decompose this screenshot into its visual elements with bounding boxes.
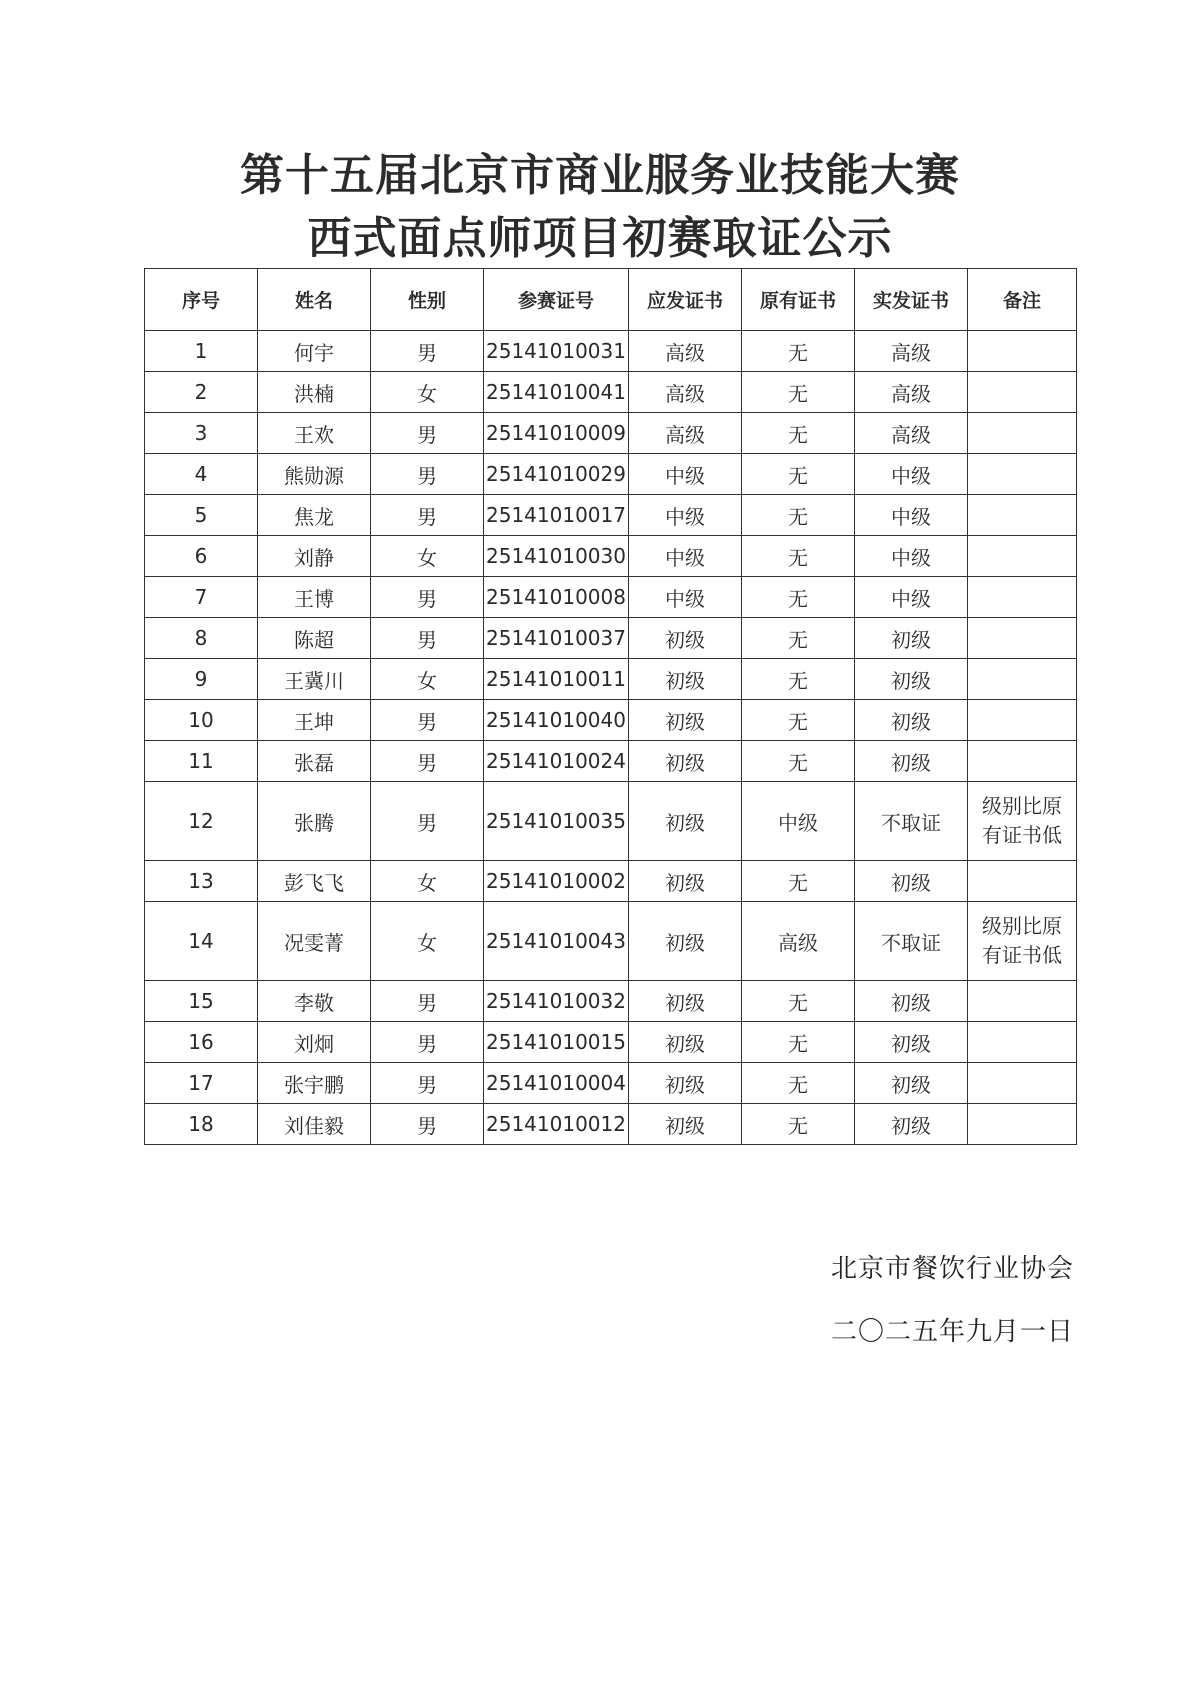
cell-note xyxy=(968,495,1077,536)
header-issued-cert: 实发证书 xyxy=(855,269,968,331)
cell-note: 级别比原 有证书低 xyxy=(968,902,1077,981)
cell-id: 25141010037 xyxy=(484,618,629,659)
header-note: 备注 xyxy=(968,269,1077,331)
cell-note xyxy=(968,372,1077,413)
cell-issued-cert: 中级 xyxy=(855,536,968,577)
cell-no: 11 xyxy=(145,741,258,782)
cell-note xyxy=(968,741,1077,782)
cell-no: 12 xyxy=(145,782,258,861)
table-row xyxy=(145,861,1077,902)
table-row xyxy=(145,454,1077,495)
cell-due-cert: 中级 xyxy=(629,454,742,495)
cell-issued-cert: 初级 xyxy=(855,861,968,902)
cell-gender: 男 xyxy=(371,981,484,1022)
cell-existing-cert: 无 xyxy=(742,659,855,700)
cell-no: 18 xyxy=(145,1104,258,1145)
cell-due-cert: 高级 xyxy=(629,372,742,413)
cell-id: 25141010024 xyxy=(484,741,629,782)
cell-existing-cert: 无 xyxy=(742,1022,855,1063)
cell-name: 刘静 xyxy=(258,536,371,577)
table-row xyxy=(145,577,1077,618)
cell-note xyxy=(968,861,1077,902)
cell-gender: 女 xyxy=(371,902,484,981)
cell-existing-cert: 无 xyxy=(742,577,855,618)
cell-note xyxy=(968,331,1077,372)
cell-note xyxy=(968,659,1077,700)
cell-due-cert: 初级 xyxy=(629,981,742,1022)
cell-no: 15 xyxy=(145,981,258,1022)
cell-issued-cert: 中级 xyxy=(855,495,968,536)
cell-due-cert: 初级 xyxy=(629,1104,742,1145)
cell-no: 14 xyxy=(145,902,258,981)
cell-issued-cert: 初级 xyxy=(855,1104,968,1145)
cell-gender: 女 xyxy=(371,659,484,700)
cell-name: 彭飞飞 xyxy=(258,861,371,902)
cell-name: 洪楠 xyxy=(258,372,371,413)
cell-no: 1 xyxy=(145,331,258,372)
cell-issued-cert: 初级 xyxy=(855,659,968,700)
cell-issued-cert: 初级 xyxy=(855,700,968,741)
table-row xyxy=(145,659,1077,700)
table-row xyxy=(145,782,1077,861)
cell-existing-cert: 无 xyxy=(742,413,855,454)
cell-id: 25141010040 xyxy=(484,700,629,741)
cell-note xyxy=(968,1063,1077,1104)
header-due-cert: 应发证书 xyxy=(629,269,742,331)
cell-no: 9 xyxy=(145,659,258,700)
cell-id: 25141010017 xyxy=(484,495,629,536)
cell-issued-cert: 高级 xyxy=(855,331,968,372)
cell-id: 25141010002 xyxy=(484,861,629,902)
header-no: 序号 xyxy=(145,269,258,331)
table-row xyxy=(145,1104,1077,1145)
cell-id: 25141010009 xyxy=(484,413,629,454)
cell-existing-cert: 无 xyxy=(742,981,855,1022)
cell-existing-cert: 无 xyxy=(742,700,855,741)
cell-name: 王坤 xyxy=(258,700,371,741)
cell-gender: 男 xyxy=(371,618,484,659)
cell-due-cert: 中级 xyxy=(629,536,742,577)
table-row xyxy=(145,495,1077,536)
cell-gender: 男 xyxy=(371,577,484,618)
cell-existing-cert: 无 xyxy=(742,454,855,495)
cell-no: 16 xyxy=(145,1022,258,1063)
cell-existing-cert: 无 xyxy=(742,495,855,536)
cell-name: 何宇 xyxy=(258,331,371,372)
cell-id: 25141010030 xyxy=(484,536,629,577)
cell-gender: 男 xyxy=(371,413,484,454)
cell-issued-cert: 初级 xyxy=(855,741,968,782)
cell-due-cert: 初级 xyxy=(629,1063,742,1104)
cell-issued-cert: 中级 xyxy=(855,454,968,495)
cell-name: 陈超 xyxy=(258,618,371,659)
table-row xyxy=(145,536,1077,577)
cell-gender: 男 xyxy=(371,700,484,741)
cell-due-cert: 高级 xyxy=(629,413,742,454)
cell-gender: 男 xyxy=(371,331,484,372)
cell-gender: 男 xyxy=(371,782,484,861)
table-row xyxy=(145,981,1077,1022)
table-header-row xyxy=(145,269,1077,331)
results-table xyxy=(144,268,1077,1145)
cell-due-cert: 高级 xyxy=(629,331,742,372)
cell-no: 5 xyxy=(145,495,258,536)
cell-name: 张腾 xyxy=(258,782,371,861)
cell-gender: 男 xyxy=(371,1063,484,1104)
cell-existing-cert: 无 xyxy=(742,618,855,659)
page-title: 第十五届北京市商业服务业技能大赛 xyxy=(240,150,960,201)
cell-issued-cert: 初级 xyxy=(855,981,968,1022)
cell-id: 25141010012 xyxy=(484,1104,629,1145)
cell-issued-cert: 中级 xyxy=(855,577,968,618)
cell-due-cert: 初级 xyxy=(629,618,742,659)
cell-gender: 男 xyxy=(371,454,484,495)
cell-id: 25141010043 xyxy=(484,902,629,981)
table-row xyxy=(145,618,1077,659)
cell-no: 6 xyxy=(145,536,258,577)
cell-id: 25141010035 xyxy=(484,782,629,861)
table-row xyxy=(145,700,1077,741)
cell-issued-cert: 高级 xyxy=(855,413,968,454)
cell-issued-cert: 初级 xyxy=(855,1063,968,1104)
header-existing-cert: 原有证书 xyxy=(742,269,855,331)
cell-no: 3 xyxy=(145,413,258,454)
cell-note xyxy=(968,700,1077,741)
cell-due-cert: 初级 xyxy=(629,782,742,861)
table-row xyxy=(145,902,1077,981)
cell-note xyxy=(968,454,1077,495)
cell-id: 25141010004 xyxy=(484,1063,629,1104)
cell-existing-cert: 中级 xyxy=(742,782,855,861)
cell-due-cert: 中级 xyxy=(629,495,742,536)
cell-id: 25141010031 xyxy=(484,331,629,372)
cell-name: 熊勋源 xyxy=(258,454,371,495)
table-row xyxy=(145,741,1077,782)
cell-id: 25141010041 xyxy=(484,372,629,413)
table-row xyxy=(145,1022,1077,1063)
cell-no: 8 xyxy=(145,618,258,659)
table-row xyxy=(145,413,1077,454)
cell-issued-cert: 高级 xyxy=(855,372,968,413)
cell-note xyxy=(968,1022,1077,1063)
cell-name: 张宇鹏 xyxy=(258,1063,371,1104)
cell-no: 2 xyxy=(145,372,258,413)
cell-due-cert: 初级 xyxy=(629,659,742,700)
cell-note xyxy=(968,413,1077,454)
cell-existing-cert: 无 xyxy=(742,1063,855,1104)
cell-name: 刘佳毅 xyxy=(258,1104,371,1145)
cell-no: 4 xyxy=(145,454,258,495)
cell-issued-cert: 不取证 xyxy=(855,902,968,981)
cell-existing-cert: 无 xyxy=(742,861,855,902)
table-row xyxy=(145,1063,1077,1104)
cell-gender: 女 xyxy=(371,372,484,413)
cell-note xyxy=(968,536,1077,577)
cell-gender: 男 xyxy=(371,1022,484,1063)
cell-gender: 男 xyxy=(371,495,484,536)
page-subtitle: 西式面点师项目初赛取证公示 xyxy=(307,213,893,264)
cell-name: 况雯菁 xyxy=(258,902,371,981)
cell-issued-cert: 初级 xyxy=(855,618,968,659)
cell-due-cert: 初级 xyxy=(629,1022,742,1063)
cell-name: 李敬 xyxy=(258,981,371,1022)
issue-date: 二〇二五年九月一日 xyxy=(830,1317,1074,1347)
cell-issued-cert: 不取证 xyxy=(855,782,968,861)
cell-name: 焦龙 xyxy=(258,495,371,536)
cell-note xyxy=(968,577,1077,618)
cell-existing-cert: 无 xyxy=(742,536,855,577)
cell-existing-cert: 无 xyxy=(742,741,855,782)
cell-no: 13 xyxy=(145,861,258,902)
cell-existing-cert: 无 xyxy=(742,331,855,372)
cell-due-cert: 中级 xyxy=(629,577,742,618)
cell-id: 25141010029 xyxy=(484,454,629,495)
cell-id: 25141010011 xyxy=(484,659,629,700)
header-name: 姓名 xyxy=(258,269,371,331)
cell-gender: 女 xyxy=(371,536,484,577)
cell-issued-cert: 初级 xyxy=(855,1022,968,1063)
cell-id: 25141010008 xyxy=(484,577,629,618)
cell-due-cert: 初级 xyxy=(629,700,742,741)
header-id: 参赛证号 xyxy=(484,269,629,331)
cell-gender: 女 xyxy=(371,861,484,902)
cell-id: 25141010032 xyxy=(484,981,629,1022)
cell-name: 刘炯 xyxy=(258,1022,371,1063)
cell-name: 王博 xyxy=(258,577,371,618)
table-row xyxy=(145,331,1077,372)
cell-note xyxy=(968,618,1077,659)
cell-name: 王冀川 xyxy=(258,659,371,700)
table-row xyxy=(145,372,1077,413)
cell-gender: 男 xyxy=(371,1104,484,1145)
cell-no: 7 xyxy=(145,577,258,618)
cell-due-cert: 初级 xyxy=(629,741,742,782)
cell-existing-cert: 无 xyxy=(742,372,855,413)
cell-no: 17 xyxy=(145,1063,258,1104)
cell-note xyxy=(968,981,1077,1022)
cell-name: 王欢 xyxy=(258,413,371,454)
cell-note: 级别比原 有证书低 xyxy=(968,782,1077,861)
cell-due-cert: 初级 xyxy=(629,902,742,981)
cell-id: 25141010015 xyxy=(484,1022,629,1063)
cell-due-cert: 初级 xyxy=(629,861,742,902)
issuing-organization: 北京市餐饮行业协会 xyxy=(830,1254,1074,1284)
cell-gender: 男 xyxy=(371,741,484,782)
cell-name: 张磊 xyxy=(258,741,371,782)
cell-note xyxy=(968,1104,1077,1145)
cell-existing-cert: 无 xyxy=(742,1104,855,1145)
cell-existing-cert: 高级 xyxy=(742,902,855,981)
cell-no: 10 xyxy=(145,700,258,741)
header-gender: 性别 xyxy=(371,269,484,331)
